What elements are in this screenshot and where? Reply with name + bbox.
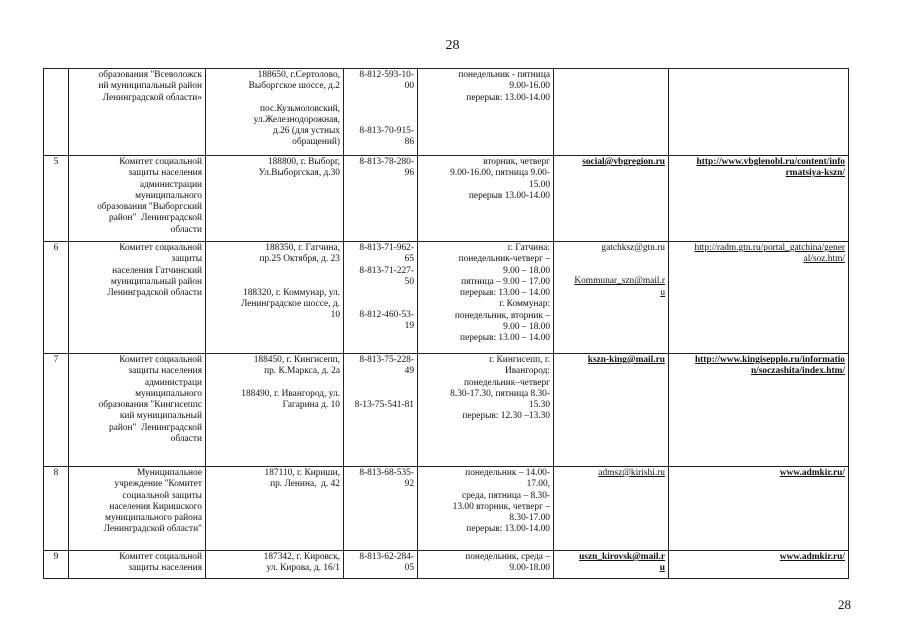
addr-line: 10 [330, 310, 340, 321]
addr-line: пр.25 Октября, д. 23 [259, 254, 340, 265]
org-line: учреждение "Комитет [114, 479, 202, 490]
email-cell [554, 69, 669, 156]
org-line: защиты населения [128, 366, 202, 377]
addr-line: 188320, г. Коммунар, ул. [243, 287, 340, 298]
addr-line: 187342, г. Кировск, [263, 552, 340, 562]
org-line: Комитет социальной [119, 552, 202, 562]
hours-line: перерыв: 12.30 –13.30 [462, 411, 550, 422]
site-line[interactable]: al/soz.htm/ [803, 254, 845, 265]
hours-line: г. Гатчина: [507, 243, 550, 253]
hours-line: перерыв 13.00-14.00 [468, 190, 550, 201]
email-cell[interactable] [554, 467, 669, 551]
addr-cell [206, 467, 344, 551]
hours-line: перерыв: 13.00 – 14.00 [460, 288, 550, 299]
org-line: Комитет социальной [119, 243, 202, 253]
page-number-bottom: 28 [838, 597, 851, 612]
hours-line: понедельник, среда – [465, 552, 550, 562]
org-line: защиты [171, 254, 202, 265]
org-cell [69, 467, 206, 551]
addr-line: Выборгское шоссе, д.2 [248, 81, 340, 92]
phone-line: 8-813-70-915- [359, 125, 414, 136]
row-number-cell: 8 [44, 467, 69, 551]
email-cell[interactable] [554, 551, 669, 579]
addr-cell [206, 242, 344, 354]
phone-line: 92 [404, 479, 414, 490]
org-line: Ленинградской области" [103, 524, 202, 535]
addr-line: 188350, г. Гатчина, [265, 243, 340, 253]
site-line[interactable]: http://www.vbglenobl.ru/content/info [696, 157, 845, 167]
hours-line: 17.00, [526, 479, 550, 490]
org-line: муниципального [135, 190, 202, 201]
addr-cell [206, 69, 344, 156]
email-cell[interactable] [554, 242, 669, 354]
phone-line: 8-813-62-284- [359, 552, 414, 562]
site-line[interactable]: http://www.kingisepplo.ru/informatio [694, 355, 845, 365]
phone-cell [344, 551, 418, 579]
addr-line: пос.Кузьмоловский, [260, 103, 340, 114]
site-cell[interactable] [669, 156, 849, 242]
phone-line [347, 378, 414, 389]
org-line: муниципальный район [110, 276, 202, 287]
addr-line: 188800, г. Выборг, [267, 157, 340, 167]
addr-line: 188650, г.Сертолово, [257, 70, 340, 80]
hours-cell [418, 467, 554, 551]
org-line: населения Гатчинский [112, 265, 202, 276]
table-row [44, 242, 849, 354]
phone-line: 96 [404, 168, 414, 179]
addr-cell [206, 354, 344, 467]
phone-line: 49 [404, 366, 414, 377]
addr-line: Гагарина д. 10 [282, 399, 340, 410]
org-line: Комитет социальной [119, 355, 202, 365]
addr-line: Ул.Выборгская, д.30 [258, 168, 340, 179]
phone-line: 8-813-75-228- [359, 355, 414, 365]
site-cell[interactable] [669, 551, 849, 579]
hours-line: 9.00-16.00, пятница 9.00- [450, 168, 550, 179]
org-line: район" Ленинградской [109, 422, 202, 433]
phone-cell [344, 69, 418, 156]
org-line: защиты населения [128, 563, 202, 574]
org-line: Ленинградской области [107, 288, 202, 299]
phone-line: 8-13-75-541-81 [354, 399, 414, 410]
phone-line [347, 104, 414, 115]
hours-line: 15.30 [528, 400, 550, 411]
addr-cell [206, 551, 344, 579]
site-line[interactable]: www.admkir.ru/ [779, 468, 845, 478]
phone-line: 19 [404, 321, 414, 332]
addr-line: Ленинградское шоссе, д. [240, 298, 340, 309]
phone-line [347, 288, 414, 299]
org-line: социальной защиты [122, 490, 202, 501]
hours-line: 9.00 – 18.00 [503, 265, 550, 276]
hours-cell [418, 242, 554, 354]
phone-line: 65 [404, 254, 414, 265]
addr-line: ул.Железнодорожная, [253, 114, 340, 125]
org-cell [69, 551, 206, 579]
hours-cell [418, 156, 554, 242]
addr-cell [206, 156, 344, 242]
addr-line: ул. Кирова, д. 16/1 [266, 563, 340, 574]
hours-line: 8.30-17.00 [509, 513, 550, 524]
email-line[interactable]: u [659, 563, 665, 574]
addr-line: пр. Ленина, д. 42 [270, 479, 340, 490]
email-line[interactable] [557, 254, 665, 265]
hours-line: перерыв: 13.00-14.00 [466, 524, 550, 535]
hours-line: г. Коммунар: [499, 299, 550, 310]
hours-line: 9.00-16.00 [509, 81, 550, 92]
phone-line: 8-813-78-280- [359, 157, 414, 167]
org-line: район" Ленинградской [109, 213, 202, 224]
email-cell[interactable] [554, 354, 669, 467]
org-line: области [170, 434, 202, 445]
page-number-top: 28 [445, 38, 460, 53]
addr-line: 187110, г. Кириши, [264, 468, 340, 478]
phone-line: 8-813-68-535- [359, 468, 414, 478]
hours-line: понедельник – 14.00- [465, 468, 550, 478]
table-row [44, 69, 849, 156]
phone-line: 8-812-460-53- [359, 310, 414, 321]
addr-line: 188490, г. Ивангород, ул. [241, 388, 340, 399]
org-line: Муниципальное [136, 468, 202, 478]
row-number-cell: 5 [44, 156, 69, 242]
addr-line: пр. К.Маркса, д. 2а [264, 366, 340, 377]
site-cell [669, 69, 849, 156]
email-line[interactable] [557, 265, 665, 276]
org-line: кий муниципальный [119, 411, 202, 422]
social-protection-table [43, 68, 849, 579]
site-line[interactable]: rmatsiya-kszn/ [785, 168, 845, 179]
hours-line: понедельник–четверг [464, 377, 550, 388]
org-cell [69, 242, 206, 354]
phone-cell [344, 242, 418, 354]
hours-line: понедельник, вторник – [454, 310, 550, 321]
hours-line: вторник, четверг [483, 157, 550, 167]
hours-line: 8.30-17.30, пятница 8.30- [450, 388, 550, 399]
org-line: администраци [144, 377, 202, 388]
hours-line: Ивангород: [504, 366, 550, 377]
email-line[interactable]: kszn-king@mail.ru [587, 355, 665, 365]
email-line[interactable]: gatchksz@gtn.ru [601, 243, 665, 253]
org-line: образования "Выборгский [97, 202, 202, 213]
phone-line [347, 389, 414, 400]
org-line: муниципального района [105, 513, 202, 524]
hours-line: 13.00 вторник, четверг – [452, 501, 550, 512]
phone-cell [344, 156, 418, 242]
phone-line: 50 [404, 276, 414, 287]
org-line: ий муниципальный район [98, 81, 202, 92]
addr-line [209, 277, 340, 288]
addr-line [209, 378, 340, 389]
addr-line [209, 93, 340, 104]
hours-line: 9.00-18.00 [509, 563, 550, 574]
org-cell [69, 156, 206, 242]
phone-line: 00 [404, 81, 414, 92]
row-number-cell [44, 69, 69, 156]
org-line: образования "Кингисеппс [98, 400, 202, 411]
org-line: населения Киришского [109, 501, 202, 512]
table-row [44, 551, 849, 579]
hours-line: перерыв: 13.00-14.00 [466, 92, 550, 103]
site-line[interactable]: n/soczashita/index.htm/ [750, 366, 845, 377]
hours-line: понедельник - пятница [458, 70, 550, 80]
hours-line: перерыв: 13.00 – 14.00 [460, 333, 550, 344]
row-number-cell: 7 [44, 354, 69, 467]
hours-line: 9.00 – 18.00 [503, 322, 550, 333]
hours-line: г. Кингисепп, г. [489, 355, 550, 365]
org-line: образования "Всеволожск [98, 70, 202, 80]
phone-line: 8-813-71-227- [359, 265, 414, 276]
email-line[interactable]: social@vbgregion.ru [582, 157, 665, 167]
org-line: области [170, 224, 202, 235]
org-line: защиты населения [128, 168, 202, 179]
phone-line [347, 93, 414, 104]
email-cell[interactable] [554, 156, 669, 242]
addr-line: д.26 (для устных [272, 126, 340, 137]
org-cell [69, 69, 206, 156]
hours-line: понедельник-четверг – [458, 254, 550, 265]
row-number-cell: 6 [44, 242, 69, 354]
site-line[interactable]: http://radm.gtn.ru/portal_gatchina/gener [694, 243, 845, 253]
phone-line: 86 [404, 136, 414, 147]
site-cell[interactable] [669, 242, 849, 354]
email-line[interactable]: Kommunar_szn@mail.r [574, 276, 665, 287]
table-row [44, 156, 849, 242]
org-cell [69, 354, 206, 467]
hours-cell [418, 69, 554, 156]
addr-line: обращений) [292, 137, 340, 148]
site-line[interactable]: www.admkir.ru/ [779, 552, 845, 562]
phone-line: 8-812-593-10- [359, 70, 414, 80]
email-line[interactable]: uszn_kirovsk@mail.r [579, 552, 665, 562]
table-row [44, 354, 849, 467]
email-line[interactable]: admsz@kirishi.ru [598, 468, 665, 478]
phone-line [347, 115, 414, 126]
org-line: муниципального [135, 388, 202, 399]
hours-line: среда, пятница – 8.30- [461, 490, 550, 501]
org-line: Комитет социальной [119, 157, 202, 167]
phone-line [347, 299, 414, 310]
hours-cell [418, 354, 554, 467]
phone-line: 05 [404, 563, 414, 574]
phone-cell [344, 354, 418, 467]
addr-line: 188450, г. Кингисепп, [253, 355, 340, 365]
row-number-cell: 9 [44, 551, 69, 579]
email-line[interactable]: u [660, 287, 665, 298]
addr-line [209, 266, 340, 277]
site-cell[interactable] [669, 467, 849, 551]
hours-cell [418, 551, 554, 579]
table-row [44, 467, 849, 551]
hours-line: 15.00 [528, 179, 550, 190]
hours-line: пятница – 9.00 – 17.00 [461, 276, 550, 287]
phone-line: 8-813-71-962- [359, 243, 414, 253]
org-line: Ленинградской области» [102, 92, 202, 103]
org-line: администрации [139, 179, 202, 190]
site-cell[interactable] [669, 354, 849, 467]
phone-cell [344, 467, 418, 551]
